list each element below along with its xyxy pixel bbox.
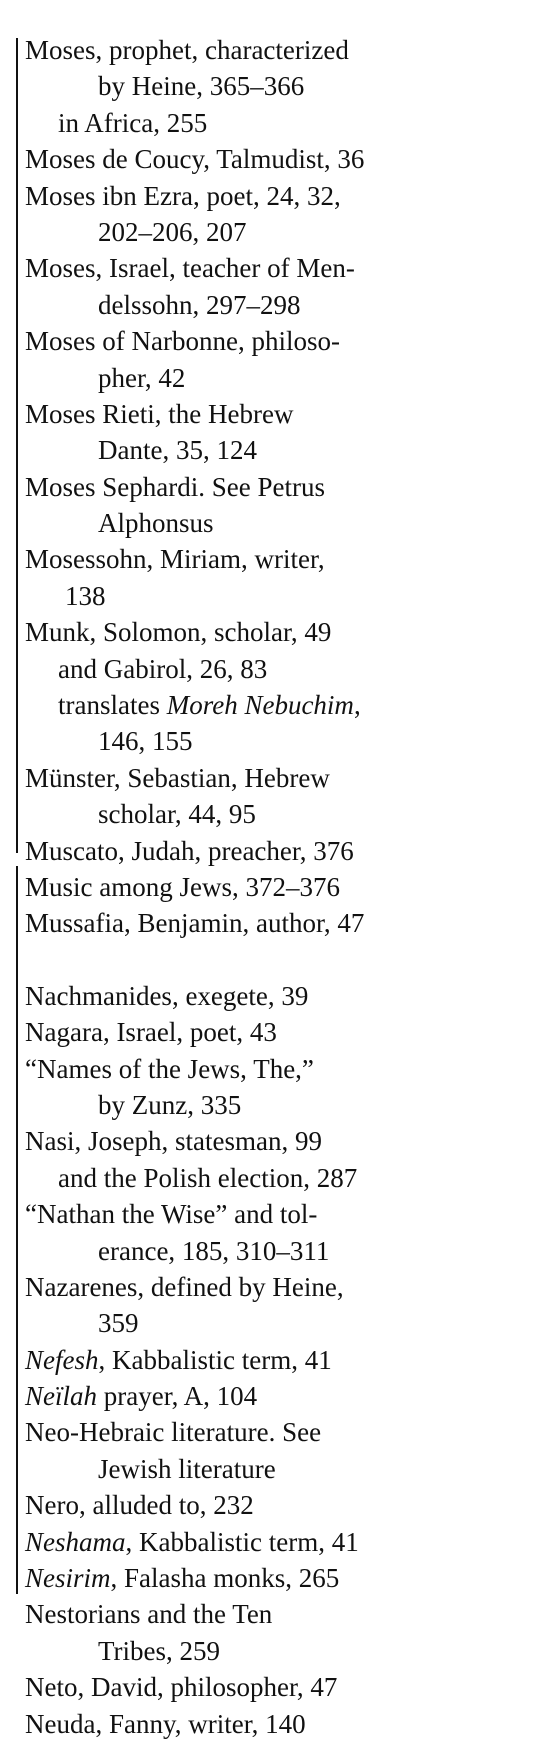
index-entry <box>25 1014 475 1050</box>
entry-line: Mussafia, Benjamin, author, 47 <box>25 908 365 939</box>
entry-continuation: 138 <box>65 580 106 611</box>
entry-continuation: Dante, 35, 124 <box>98 435 257 466</box>
entry-continuation: delssohn, 297–298 <box>98 289 301 320</box>
entry-line: Neuda, Fanny, writer, 140 <box>25 1708 306 1739</box>
italic-term: Neshama <box>25 1526 126 1557</box>
section-gap <box>25 942 475 978</box>
entry-line <box>25 1524 475 1560</box>
entry-continuation: scholar, 44, 95 <box>98 799 256 830</box>
index-entry <box>25 396 475 469</box>
italic-term: Neïlah <box>25 1381 97 1412</box>
entry-line: Nazarenes, defined by Heine, <box>25 1271 344 1302</box>
index-entry <box>25 178 475 251</box>
entry-line: Moses, prophet, characterized <box>25 35 349 65</box>
index-entry <box>25 1669 475 1705</box>
entry-line: Moses, Israel, teacher of Men- <box>25 253 355 284</box>
entry-text: prayer, A, 104 <box>97 1381 258 1412</box>
entry-line: Moses de Coucy, Talmudist, 36 <box>25 144 365 175</box>
entry-line: Neto, David, philosopher, 47 <box>25 1672 338 1703</box>
entry-line: Nasi, Joseph, statesman, 99 <box>25 1126 322 1157</box>
index-entry <box>25 614 475 760</box>
index-entry <box>25 1524 475 1560</box>
index-entry <box>25 141 475 177</box>
subentry-line: and the Polish election, 287 <box>58 1162 358 1193</box>
subentry-line <box>25 687 475 723</box>
entry-continuation: by Zunz, 335 <box>98 1089 242 1120</box>
entry-line: Munk, Solomon, scholar, 49 <box>25 617 332 648</box>
index-entry <box>25 541 475 614</box>
index-entry <box>25 1378 475 1414</box>
subentry-line: in Africa, 255 <box>58 107 208 138</box>
entry-line: Mosessohn, Miriam, writer, <box>25 544 325 575</box>
entry-line: Münster, Sebastian, Hebrew <box>25 762 330 793</box>
entry-line <box>25 1378 475 1414</box>
index-column <box>25 32 475 1742</box>
italic-term: Nefesh <box>25 1344 99 1375</box>
entry-line: Nagara, Israel, poet, 43 <box>25 1017 277 1048</box>
entry-continuation: by Heine, 365–366 <box>98 71 305 102</box>
index-entry <box>25 469 475 542</box>
subentry-text: translates <box>58 690 167 721</box>
entry-text: , Falasha monks, 265 <box>110 1563 340 1594</box>
index-entry <box>25 1414 475 1487</box>
entry-line: Moses Sephardi. See Petrus <box>25 471 325 502</box>
index-entry <box>25 905 475 941</box>
entry-continuation: Tribes, 259 <box>98 1635 221 1666</box>
index-entry <box>25 833 475 869</box>
index-entry <box>25 1596 475 1669</box>
index-entry <box>25 1196 475 1269</box>
entry-line: Nestorians and the Ten <box>25 1599 273 1630</box>
entry-line <box>25 1342 475 1378</box>
entry-line: Moses ibn Ezra, poet, 24, 32, <box>25 180 341 211</box>
subentry-punct: , <box>353 690 361 721</box>
entry-continuation: 359 <box>98 1308 139 1339</box>
index-entry <box>25 323 475 396</box>
index-entry <box>25 1342 475 1378</box>
index-entry <box>25 760 475 833</box>
entry-line: Muscato, Judah, preacher, 376 <box>25 835 354 866</box>
column-rule-m <box>16 38 18 853</box>
entry-line: Moses Rieti, the Hebrew <box>25 398 294 429</box>
entry-line: Nachmanides, exegete, 39 <box>25 980 309 1011</box>
index-entry <box>25 1123 475 1196</box>
entry-line: “Names of the Jews, The,” <box>25 1053 314 1084</box>
entry-line: “Nathan the Wise” and tol- <box>25 1199 318 1230</box>
subentry-continuation: 146, 155 <box>98 726 193 757</box>
index-entry <box>25 1051 475 1124</box>
entry-line: Moses of Narbonne, philoso- <box>25 326 340 357</box>
italic-title: Moreh Nebuchim <box>166 690 354 721</box>
index-entry <box>25 1560 475 1596</box>
entry-line <box>25 1560 475 1596</box>
index-entry <box>25 32 475 141</box>
entry-line: Neo-Hebraic literature. See <box>25 1417 322 1448</box>
index-entry <box>25 978 475 1014</box>
entry-continuation: pher, 42 <box>98 362 186 393</box>
index-entry <box>25 869 475 905</box>
index-entry <box>25 1706 475 1742</box>
entry-continuation: 202–206, 207 <box>98 216 247 247</box>
entry-continuation: Jewish literature <box>98 1453 276 1484</box>
column-rule-n <box>16 866 18 1594</box>
index-entry <box>25 250 475 323</box>
entry-line: Music among Jews, 372–376 <box>25 871 340 902</box>
entry-line: Nero, alluded to, 232 <box>25 1490 254 1521</box>
index-entry <box>25 1487 475 1523</box>
entry-continuation: erance, 185, 310–311 <box>98 1235 330 1266</box>
entry-text: , Kabbalistic term, 41 <box>125 1526 359 1557</box>
italic-term: Nesirim <box>25 1563 111 1594</box>
index-entry <box>25 1269 475 1342</box>
entry-text: , Kabbalistic term, 41 <box>98 1344 332 1375</box>
subentry-line: and Gabirol, 26, 83 <box>58 653 268 684</box>
entry-continuation: Alphonsus <box>98 508 214 539</box>
